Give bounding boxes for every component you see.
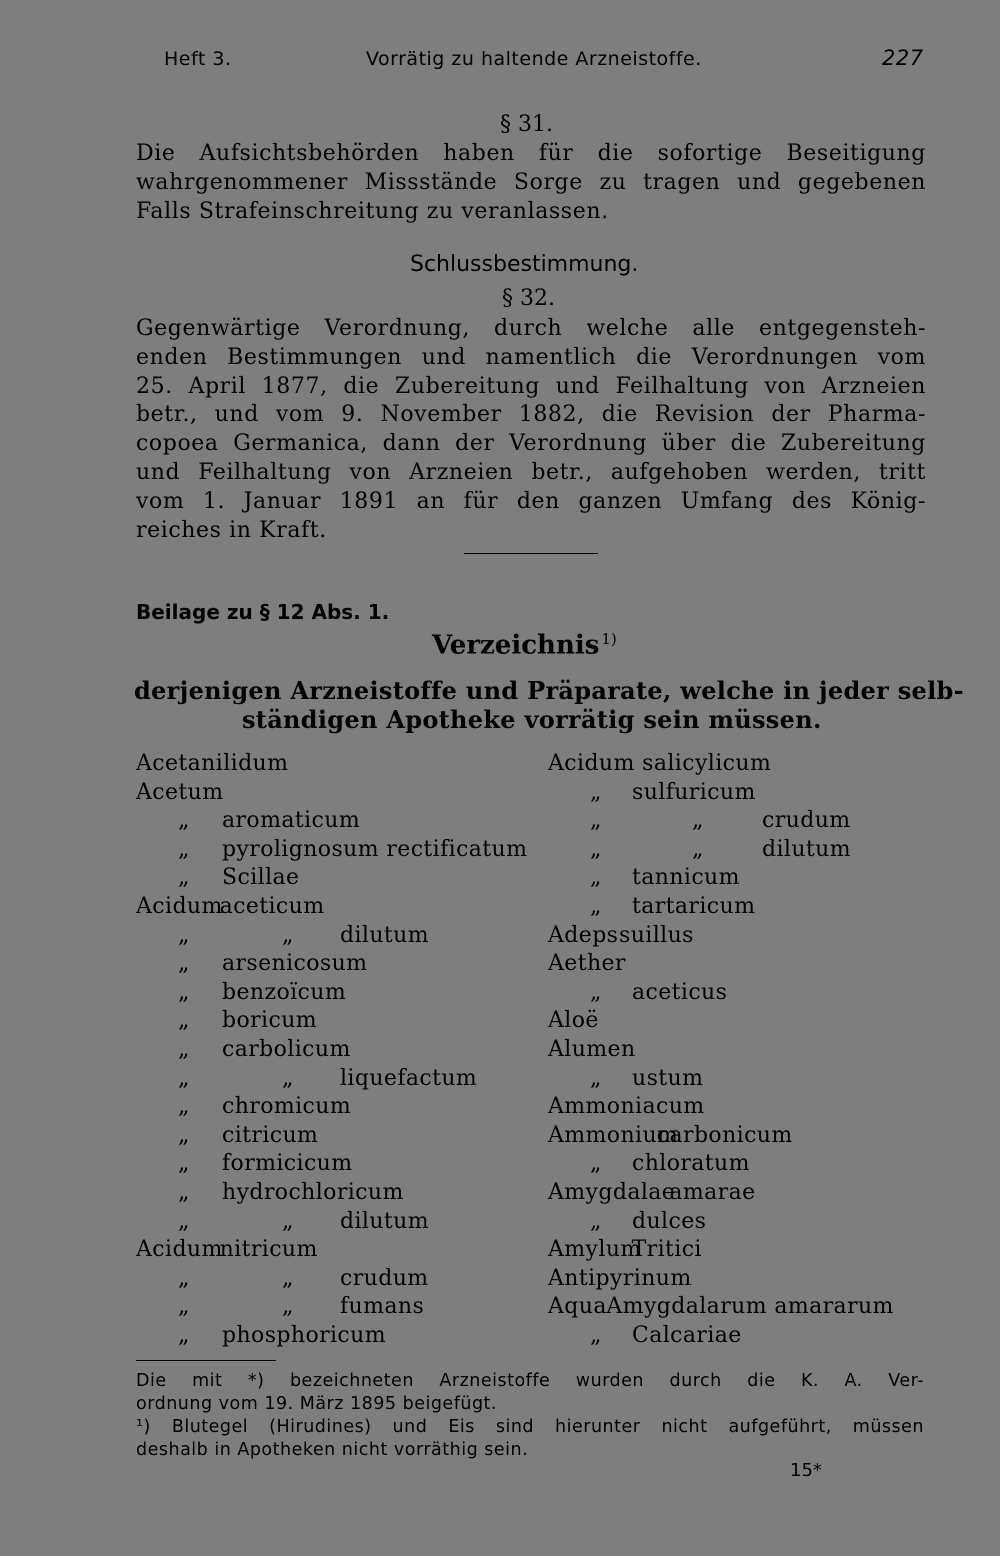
entry-subterm: Scillae — [222, 865, 300, 891]
entry-term: Amylum — [548, 1237, 642, 1263]
entry-subterm: „ — [282, 1208, 294, 1234]
section-31-line: Falls Strafeinschreitung zu veranlassen. — [136, 198, 609, 224]
entry-subterm: Tritici — [631, 1237, 702, 1263]
section-31-line: wahrgenommener Missstände Sorge zu tragen und gegebenen — [136, 169, 926, 195]
entry-term: „ — [590, 1065, 602, 1091]
section-32-line: und Feilhaltung von Arzneien betr., aufgehoben werden, tritt — [136, 459, 926, 485]
entry-term: „ — [178, 979, 190, 1005]
footnote-line: Die mit *) bezeichneten Arzneistoffe wurden durch die K. A. Ver- — [136, 1371, 924, 1391]
footnote-1 — [136, 1370, 924, 1416]
entry-subterm: „ — [282, 1065, 294, 1091]
footnote-line: deshalb in Apotheken nicht vorräthig sein. — [136, 1440, 529, 1460]
beilage-label: Beilage zu § 12 Abs. 1. — [136, 600, 390, 624]
entry-term: Ammonium — [548, 1122, 679, 1148]
entry-subterm: Amygdalarum amararum — [606, 1294, 894, 1320]
entry-subterm: tartaricum — [632, 894, 756, 919]
section-32-line: Gegenwärtige Verordnung, durch welche alle entgegensteh- — [136, 316, 926, 341]
entry-term: „ — [590, 1323, 602, 1348]
entry-subterm: nitricum — [219, 1237, 318, 1263]
entry-subterm: benzoïcum — [222, 979, 347, 1005]
entry-term: Alumen — [548, 1037, 636, 1062]
signature-mark: 15* — [790, 1460, 822, 1481]
footnote-2 — [136, 1416, 924, 1462]
section-32-heading: § 32. — [502, 286, 555, 311]
entry-term: Antipyrinum — [548, 1265, 692, 1291]
entry-term: „ — [590, 836, 602, 862]
entry-term: „ — [178, 951, 190, 977]
entry-qualifier: dilutum — [340, 1208, 429, 1234]
entry-term: „ — [178, 808, 190, 834]
entry-term: „ — [590, 979, 602, 1005]
entry-subterm: „ — [692, 808, 704, 834]
verzeichnis-title-text: Verzeichnis — [432, 630, 600, 661]
verzeichnis-title — [432, 630, 617, 661]
footnote-rule — [136, 1360, 276, 1361]
entry-qualifier: fumans — [340, 1294, 425, 1320]
entry-term: „ — [178, 865, 190, 891]
entry-subterm: ustum — [632, 1065, 704, 1091]
entry-subterm: carbolicum — [222, 1037, 351, 1062]
entry-subterm: „ — [282, 922, 294, 948]
section-32-line: vom 1. Januar 1891 an für den ganzen Umfang des König- — [136, 488, 926, 514]
entry-term: Acetum — [136, 779, 224, 805]
entry-term: „ — [178, 1323, 190, 1348]
entry-term: „ — [178, 1037, 190, 1062]
entry-term: Adeps — [548, 922, 619, 948]
section-32-line: enden Bestimmungen und namentlich die Verordnungen vom — [136, 344, 926, 370]
entry-subterm: phosphoricum — [222, 1323, 386, 1348]
entry-subterm: chloratum — [632, 1151, 750, 1177]
entry-qualifier: liquefactum — [340, 1065, 478, 1091]
entry-term: „ — [178, 836, 190, 862]
entry-term: „ — [178, 1265, 190, 1291]
entry-subterm: formicicum — [222, 1151, 353, 1177]
entry-term: „ — [590, 894, 602, 919]
entry-term: „ — [178, 922, 190, 948]
footnote-line: ordnung vom 19. März 1895 beigefügt. — [136, 1394, 497, 1414]
entry-subterm: „ — [282, 1294, 294, 1320]
section-32-line: reiches in Kraft. — [136, 517, 327, 543]
entry-term: Acidum salicylicum — [548, 751, 772, 776]
schluss-title: Schlussbestimmung. — [410, 252, 639, 277]
entry-qualifier: dilutum — [340, 922, 429, 948]
entry-term: Aqua — [548, 1294, 607, 1320]
running-header-left: Heft 3. — [164, 48, 232, 70]
entry-term: „ — [178, 1208, 190, 1234]
section-31-text — [136, 140, 926, 226]
entry-term: Acidum — [136, 1237, 223, 1263]
entry-term: Acidum — [136, 894, 223, 919]
entry-term: „ — [178, 1094, 190, 1120]
entry-term: „ — [178, 1008, 190, 1034]
entry-term: „ — [178, 1180, 190, 1205]
entry-term: „ — [590, 1151, 602, 1177]
entry-subterm: Calcariae — [632, 1323, 742, 1348]
page-number: 227 — [882, 46, 924, 70]
entry-term: „ — [590, 1208, 602, 1234]
entry-subterm: dulces — [632, 1208, 707, 1234]
entry-term: Ammoniacum — [548, 1094, 705, 1120]
section-31-line: Die Aufsichtsbehörden haben für die sofortige Beseitigung — [136, 141, 926, 166]
entry-subterm: tannicum — [632, 865, 740, 891]
entry-subterm: suillus — [619, 922, 694, 948]
entry-subterm: amarae — [669, 1180, 756, 1205]
entry-subterm: carbonicum — [656, 1122, 793, 1148]
entry-subterm: sulfuricum — [632, 779, 756, 805]
entry-subterm: pyrolignosum rectificatum — [222, 836, 528, 862]
entry-subterm: aceticus — [632, 979, 728, 1005]
entry-term: „ — [178, 1065, 190, 1091]
entry-term: „ — [178, 1294, 190, 1320]
entry-term: Aloë — [548, 1008, 599, 1034]
entry-subterm: chromicum — [222, 1094, 352, 1120]
section-divider — [464, 553, 598, 554]
verzeichnis-subtitle-2: ständigen Apotheke vorrätig sein müssen. — [242, 705, 822, 734]
entry-term: „ — [590, 865, 602, 891]
verzeichnis-subtitle-1: derjenigen Arzneistoffe und Präparate, welche in jeder selb- — [134, 676, 964, 705]
entry-subterm: citricum — [222, 1122, 319, 1148]
entry-subterm: „ — [282, 1265, 294, 1291]
entry-term: „ — [178, 1151, 190, 1177]
footnote-marker: 1) — [601, 630, 617, 648]
entry-term: Aether — [548, 951, 626, 977]
entry-term: Acetanilidum — [136, 751, 289, 776]
entry-qualifier: crudum — [340, 1265, 429, 1291]
section-31-heading: § 31. — [500, 112, 553, 137]
entry-subterm: boricum — [222, 1008, 318, 1034]
running-header-title: Vorrätig zu haltende Arzneistoffe. — [366, 48, 702, 70]
entry-subterm: aromaticum — [222, 808, 361, 834]
footnote-line: ¹) Blutegel (Hirudines) und Eis sind hierunter nicht aufgeführt, müssen — [136, 1417, 924, 1437]
section-32-line: copoea Germanica, dann der Verordnung über die Zubereitung — [136, 431, 926, 457]
section-32-line: 25. April 1877, die Zubereitung und Feilhaltung von Arzneien — [136, 373, 926, 399]
section-32-line: betr., und vom 9. November 1882, die Revision der Pharma- — [136, 402, 926, 428]
entry-subterm: hydrochloricum — [222, 1180, 404, 1205]
entry-qualifier: crudum — [762, 808, 851, 834]
entry-term: „ — [178, 1122, 190, 1148]
entry-subterm: arsenicosum — [222, 951, 368, 977]
entry-qualifier: dilutum — [762, 836, 851, 862]
entry-term: Amygdalae — [548, 1180, 676, 1205]
entry-term: „ — [590, 779, 602, 805]
entry-term: „ — [590, 808, 602, 834]
entry-subterm: „ — [692, 836, 704, 862]
entry-subterm: aceticum — [219, 894, 325, 919]
section-32-text — [136, 315, 926, 545]
